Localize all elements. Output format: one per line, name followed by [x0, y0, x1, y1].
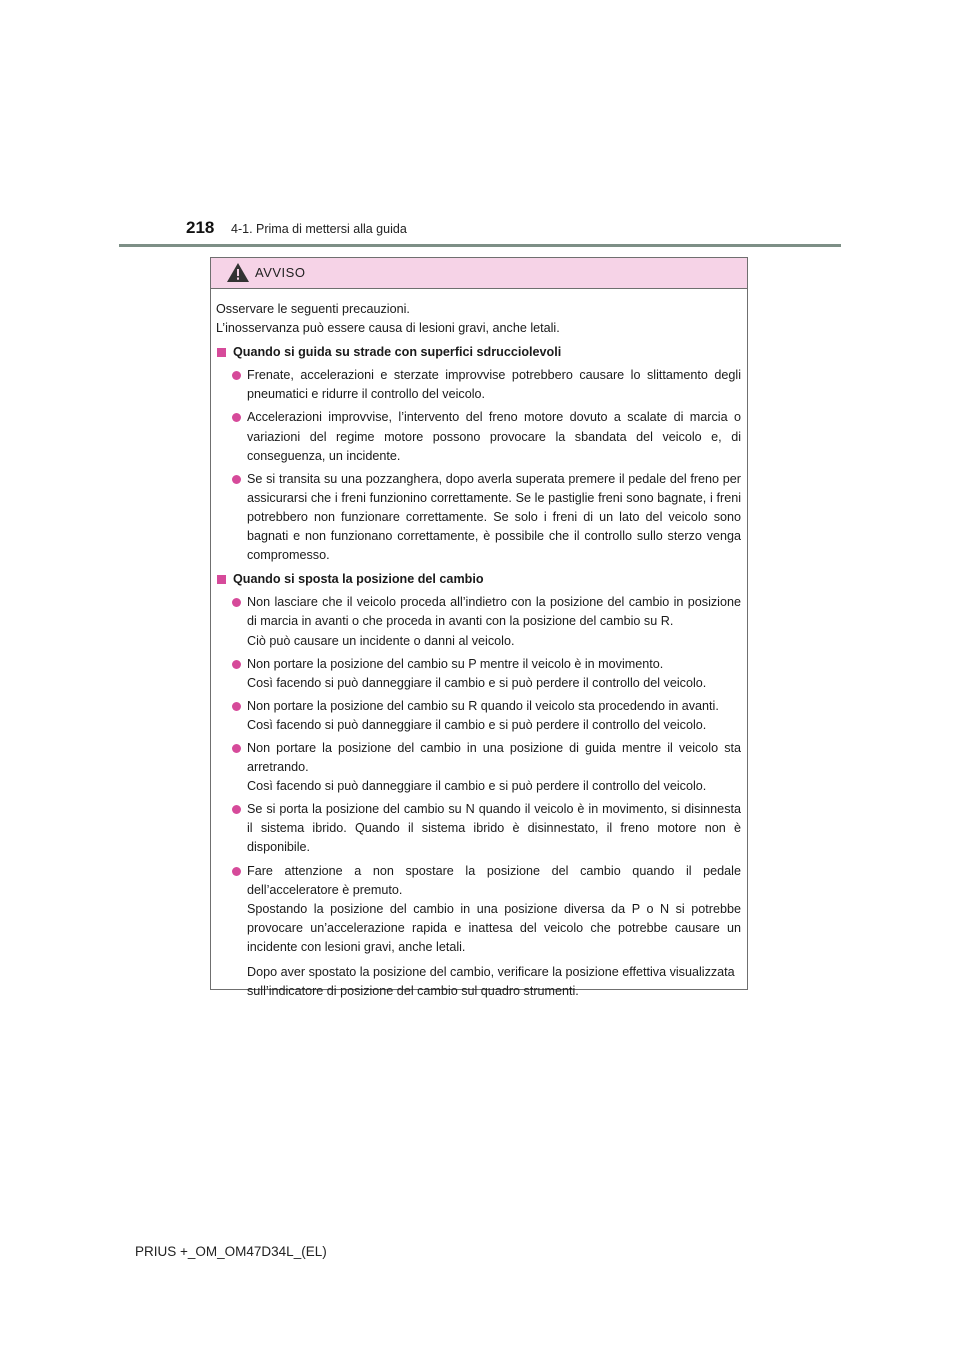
list-item: Frenate, accelerazioni e sterzate improvvise potrebbero causare lo slittamento degli pneumatici e ridurre il controllo del veicolo.: [216, 366, 741, 404]
section-slippery-roads: [216, 343, 741, 565]
page-number: 218: [186, 218, 215, 237]
document-code: PRIUS +_OM_OM47D34L_(EL): [135, 1244, 327, 1259]
section-heading: Quando si sposta la posizione del cambio: [216, 570, 741, 589]
list-item: Non portare la posizione del cambio su R quando il veicolo sta procedendo in avanti. Così facendo si può danneggiare il cambio e si può perdere il controllo del veicolo.: [216, 697, 741, 735]
header-rule: [119, 244, 841, 247]
bullet-icon: [232, 660, 241, 669]
square-bullet-icon: [217, 348, 226, 357]
shift-note: Dopo aver spostato la posizione del cambio, verificare la posizione effettiva visualizzata sull’indicatore di posizione del cambio sul quadro strumenti.: [247, 965, 735, 999]
warning-intro: [216, 300, 741, 338]
warning-title: AVVISO: [255, 265, 306, 280]
list-item: Non lasciare che il veicolo proceda all’indietro con la posizione del cambio in posizione di marcia in avanti o che proceda in avanti con la posizione del cambio su R. Ciò può causare un incidente o danni al veicolo.: [216, 593, 741, 650]
bullet-icon: [232, 702, 241, 711]
list-item: Fare attenzione a non spostare la posizione del cambio quando il pedale dell’acceleratore è premuto. Spostando la posizione del cambio in una posizione diversa da P o N si potrebbe provocare un’accelerazione rapida e inattesa del veicolo che potrebbe causare un incidente con lesioni gravi, anche letali.: [216, 862, 741, 957]
list-item: Se si porta la posizione del cambio su N quando il veicolo è in movimento, si disinnesta il sistema ibrido. Quando il sistema ibrido è disinnestato, il freno motore non è disponibile.: [216, 800, 741, 857]
warning-body: [211, 289, 747, 1001]
list-item: Se si transita su una pozzanghera, dopo averla superata premere il pedale del freno per assicurarsi che i freni funzionino correttamente. Se le pastiglie freni sono bagnate, i freni potrebbero non funzionare correttamente. Se solo i freni di un lato del veicolo sono bagnati e non funzionano correttamente, è possibile che il controllo sullo sterzo venga compromesso.: [216, 470, 741, 565]
bullet-icon: [232, 744, 241, 753]
section-title: 4-1. Prima di mettersi alla guida: [231, 222, 407, 236]
bullet-icon: [232, 371, 241, 380]
square-bullet-icon: [217, 575, 226, 584]
section-heading: Quando si guida su strade con superfici sdrucciolevoli: [216, 343, 741, 362]
list-item: Non portare la posizione del cambio su P mentre il veicolo è in movimento. Così facendo si può danneggiare il cambio e si può perdere il controllo del veicolo.: [216, 655, 741, 693]
bullet-icon: [232, 598, 241, 607]
warning-box: [210, 257, 748, 999]
section-shift-position: [216, 570, 741, 1001]
warning-triangle-icon: [226, 262, 250, 283]
warning-header: [211, 258, 747, 289]
intro-line: Osservare le seguenti precauzioni.: [216, 302, 410, 316]
bullet-icon: [232, 805, 241, 814]
bullet-icon: [232, 413, 241, 422]
bullet-icon: [232, 867, 241, 876]
intro-line: L’inosservanza può essere causa di lesioni gravi, anche letali.: [216, 321, 560, 336]
list-item: Accelerazioni improvvise, l’intervento del freno motore dovuto a scalate di marcia o variazioni del regime motore possono provocare la sbandata del veicolo e, di conseguenza, un incidente.: [216, 408, 741, 465]
list-item: Non portare la posizione del cambio in una posizione di guida mentre il veicolo sta arretrando. Così facendo si può danneggiare il cambio e si può perdere il controllo del veicolo.: [216, 739, 741, 796]
bullet-icon: [232, 475, 241, 484]
